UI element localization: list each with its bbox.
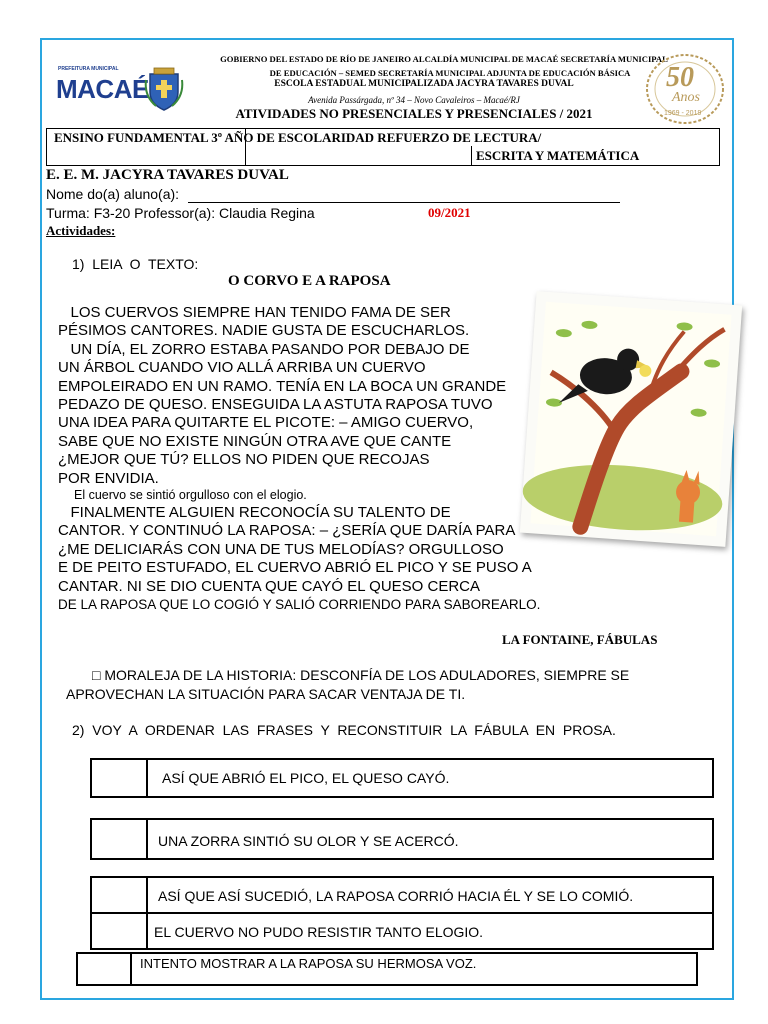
header-line-1: GOBIERNO DEL ESTADO DE RÍO DE JANEIRO ALCALDÍA MUNICIPAL DE MACAÉ SECRETARÍA MUNICIPAL (220, 54, 668, 64)
sequence-text: EL CUERVO NO PUDO RESISTIR TANTO ELOGIO. (154, 924, 484, 940)
story-line: ¿MEJOR QUE TÚ? ELLOS NO PIDEN QUE RECOJAS (58, 451, 430, 469)
sequence-item (90, 876, 714, 914)
story-small-line: El cuervo se sintió orgulloso con el elogio. (74, 488, 307, 503)
story-title: O CORVO E A RAPOSA (228, 273, 391, 289)
sequence-number-box[interactable] (92, 914, 148, 948)
seal-years: 1969 - 2019 (664, 110, 702, 117)
activities-heading: Actividades: (46, 223, 116, 238)
story-line: CANTOR. Y CONTINUÓ LA RAPOSA: – ¿SERÍA QUE DARÍA PARA (58, 522, 516, 540)
sequence-text: INTENTO MOSTRAR A LA RAPOSA SU HERMOSA VOZ. (140, 956, 477, 971)
page-title: ATIVIDADES NO PRESENCIALES Y PRESENCIALES / 2021 (235, 106, 593, 121)
story-body (58, 304, 540, 613)
story-line: UN DÍA, EL ZORRO ESTABA PASANDO POR DEBAJO DE (58, 340, 470, 358)
date: 09/2021 (428, 205, 471, 220)
story-line: PÉSIMOS CANTORES. NADIE GUSTA DE ESCUCHARLOS. (58, 322, 470, 340)
sequence-item (90, 818, 714, 860)
sequence-text: ASÍ QUE ABRIÓ EL PICO, EL QUESO CAYÓ. (162, 770, 450, 786)
sequence-number-box[interactable] (92, 878, 148, 912)
seal-number: 50 (666, 62, 694, 93)
sequence-item (90, 912, 714, 950)
crow-fox-illustration (520, 291, 742, 547)
sequence-text: UNA ZORRA SINTIÓ SU OLOR Y SE ACERCÓ. (158, 833, 459, 849)
info-table-cell-2: ESCRITA Y MATEMÁTICA (476, 148, 640, 163)
crow-on-tree-icon (520, 291, 742, 547)
story-source: LA FONTAINE, FÁBULAS (502, 632, 658, 647)
header-line-2: DE EDUCACIÓN – SEMED SECRETARÍA MUNICIPAL ADJUNTA DE EDUCACIÓN BÁSICA (269, 68, 631, 78)
story-line: LOS CUERVOS SIEMPRE HAN TENIDO FAMA DE SER (58, 304, 451, 321)
macae-logo (56, 66, 186, 112)
story-last-line: DE LA RAPOSA QUE LO COGIÓ Y SALIÓ CORRIENDO PARA SABOREARLO. (58, 597, 541, 613)
info-table-divider-2 (471, 146, 472, 165)
story-line: ¿ME DELICIARÁS CON UNA DE TUS MELODÍAS? ORGULLOSO (58, 540, 504, 558)
header-line-3: ESCOLA ESTADUAL MUNICIPALIZADA JACYRA TAVARES DUVAL (274, 79, 574, 89)
anniversary-seal (644, 52, 726, 126)
logo-caption: PREFEITURA MUNICIPAL (58, 66, 119, 72)
story-line: EMPOLEIRADO EN UN RAMO. TENÍA EN LA BOCA UN GRANDE (58, 377, 507, 395)
story-line: CANTAR. NI SE DIO CUENTA QUE CAYÓ EL QUESO CERCA (58, 577, 481, 595)
info-table-cell-1: ENSINO FUNDAMENTAL 3º AÑO DE ESCOLARIDAD REFUERZO DE LECTURA/ (54, 130, 542, 145)
moral-line-1: □ MORALEJA DE LA HISTORIA: DESCONFÍA DE LOS ADULADORES, SIEMPRE SE (92, 667, 630, 683)
sequence-text: ASÍ QUE ASÍ SUCEDIÓ, LA RAPOSA CORRIÓ HACIA ÉL Y SE LO COMIÓ. (158, 888, 634, 904)
sequence-number-box[interactable] (92, 820, 148, 858)
story-line: PEDAZO DE QUESO. ENSEGUIDA LA ASTUTA RAPOSA TUVO (58, 396, 493, 414)
student-name-label: Nome do(a) aluno(a): (46, 186, 180, 202)
class-teacher-line: Turma: F3-20 Professor(a): Claudia Regina (46, 205, 315, 221)
city-coat-of-arms-icon (144, 66, 184, 112)
story-line: UNA IDEA PARA QUITARTE EL PICOTE: – AMIGO CUERVO, (58, 414, 474, 432)
story-line: SABE QUE NO EXISTE NINGÚN OTRA AVE QUE CANTE (58, 432, 452, 450)
story-line: FINALMENTE ALGUIEN RECONOCÍA SU TALENTO DE (58, 504, 451, 522)
question-1-label: 1) LEIA O TEXTO: (72, 256, 199, 272)
moral-line-2: APROVECHAN LA SITUACIÓN PARA SACAR VENTAJA DE TI. (66, 686, 466, 702)
student-name-field[interactable] (188, 202, 620, 203)
story-line: E DE PEITO ESTUFADO, EL CUERVO ABRIÓ EL PICO Y SE PUSO A (58, 559, 532, 577)
sequence-number-box[interactable] (92, 760, 148, 796)
sequence-item (90, 758, 714, 798)
story-line: POR ENVIDIA. (58, 469, 159, 487)
school-name: E. E. M. JACYRA TAVARES DUVAL (46, 167, 289, 183)
logo-city-name: MACAÉ (56, 74, 149, 104)
story-line: UN ÁRBOL CUANDO VIO ALLÁ ARRIBA UN CUERVO (58, 359, 426, 377)
sequence-number-box[interactable] (78, 954, 132, 984)
question-2-label: 2) VOY A ORDENAR LAS FRASES Y RECONSTITUIR LA FÁBULA EN PROSA. (72, 722, 616, 738)
header-line-4: Avenida Passárgada, nº 34 – Novo Cavaleiros – Macaé/RJ (308, 95, 520, 105)
sequence-item (76, 952, 698, 986)
seal-word: Anos (672, 90, 700, 105)
